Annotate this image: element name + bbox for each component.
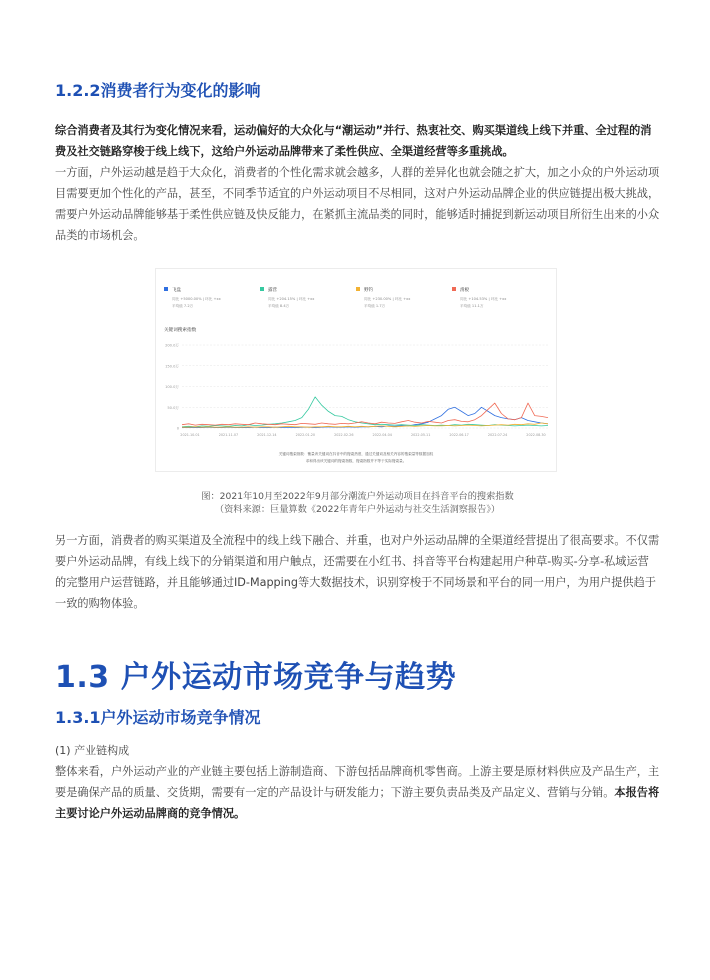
legend-swatch bbox=[452, 287, 456, 291]
search-index-chart-svg bbox=[156, 269, 556, 471]
x-tick-label: 2022.04.04 bbox=[372, 433, 392, 437]
legend-average: 平均值 1.7万 bbox=[364, 304, 386, 308]
legend-swatch bbox=[260, 287, 264, 291]
section-title-1-3-1: 1.3.1户外运动市场竞争情况 bbox=[55, 708, 261, 727]
y-tick-label: 0 bbox=[176, 426, 179, 431]
legend-label: 滑板 bbox=[460, 288, 469, 293]
legend-label: 露营 bbox=[268, 288, 277, 293]
figure-caption: 图：2021年10月至2022年9月部分潮流户外运动项目在抖音平台的搜索指数 bbox=[201, 491, 514, 502]
chart-panel-title: 关键词搜索指数 bbox=[164, 328, 197, 333]
paragraph-normal-text: 整体来看，户外运动产业的产业链主要包括上游制造商、下游包括品牌商机零售商。上游主要是原材料供应及产品生产，主要是确保产品的质量、交货期，需要有一定的产品设计与研发能力；下游主要负责品类及产品定义、营销与分销。 bbox=[55, 765, 660, 799]
legend-swatch bbox=[356, 287, 360, 291]
y-tick-label: 100.0万 bbox=[165, 385, 179, 389]
list-item-label: (1) 产业链构成 bbox=[55, 744, 130, 757]
figure-source: （资料来源：巨量算数《2022年青年户外运动与社交生活洞察报告》） bbox=[214, 504, 501, 515]
legend-label: 飞盘 bbox=[172, 288, 181, 293]
x-tick-label: 2021.11.07 bbox=[218, 433, 239, 437]
section-title-1-3: 1.3 户外运动市场竞争与趋势 bbox=[55, 660, 457, 695]
paragraph-consumer-behavior bbox=[55, 120, 660, 246]
paragraph-industry-chain bbox=[55, 761, 660, 824]
x-tick-label: 2022.05.11 bbox=[410, 433, 431, 437]
chart-footnote: 求和得出该关键词的搜索指数，搜索指数并不等于实际搜索量。 bbox=[305, 459, 407, 463]
search-index-chart bbox=[155, 268, 557, 472]
y-tick-label: 50.0万 bbox=[167, 405, 179, 410]
y-tick-label: 200.0万 bbox=[165, 343, 179, 348]
legend-average: 平均值 7.2万 bbox=[172, 304, 194, 308]
legend-average: 平均值 8.4万 bbox=[268, 304, 290, 308]
x-tick-label: 2022.02.26 bbox=[334, 433, 354, 437]
paragraph-bold-conclusion: 本报告将主要讨论户外运动品牌商的竞争情况。 bbox=[55, 786, 660, 820]
paragraph-omnichannel: 另一方面，消费者的购买渠道及全流程中的线上线下融合、并重，也对户外运动品牌的全渠道经营提出了很高要求。不仅需要户外运动品牌，有线上线下的分销渠道和用户触点，还需要在小红书、抖音等平台构建起用户种草-购买-分享-私域运营的完整用户运营链路，并且能够通过ID-Mapping等大数据技术，识别穿梭于不同场景和平台的同一用户，为用户提供趋于一致的购物体验。 bbox=[55, 534, 660, 610]
x-tick-label: 2022.01.20 bbox=[295, 433, 316, 437]
x-tick-label: 2022.08.30 bbox=[526, 433, 546, 437]
legend-stat: 同比 +104.53% | 环比 +xx bbox=[460, 297, 507, 301]
paragraph-normal-text: 一方面，户外运动越是趋于大众化，消费者的个性化需求就会越多，人群的差异化也就会随之扩大，加之小众的户外运动项目需要更加个性化的产品，甚至，不同季节适宜的户外运动项目不尽相同，这对户外运动品牌企业的供应链提出极大挑战，需要户外运动品牌能够基于柔性供应链及快反能力，在紧抓主流品类的同时，能够适时捕捉到新运动项目所衍生出来的小众品类的市场机会。 bbox=[55, 166, 660, 242]
legend-average: 平均值 11.1万 bbox=[460, 304, 484, 308]
legend-stat: 同比 +204.15% | 环比 +xx bbox=[268, 297, 315, 301]
y-tick-label: 150.0万 bbox=[165, 364, 179, 369]
legend-label: 野钓 bbox=[364, 288, 373, 293]
paragraph-bold-summary: 综合消费者及其行为变化情况来看，运动偏好的大众化与“潮运动”并行、热衷社交、购买渠道线上线下并重、全过程的消费及社交链路穿梭于线上线下，这给户外运动品牌带来了柔性供应、全渠道经营等多重挑战。 bbox=[55, 124, 652, 158]
x-tick-label: 2022.06.17 bbox=[449, 433, 469, 437]
section-title-1-2-2: 1.2.2消费者行为变化的影响 bbox=[55, 81, 261, 100]
legend-swatch bbox=[164, 287, 168, 291]
x-tick-label: 2021.12.14 bbox=[257, 433, 277, 437]
legend-stat: 同比 +230.00% | 环比 +xx bbox=[364, 297, 411, 301]
x-tick-label: 2021.10.01 bbox=[180, 433, 200, 437]
x-tick-label: 2022.07.24 bbox=[487, 433, 508, 437]
chart-footnote: 关键词搜索指数：衡量该关键词在抖音中的搜索热度，通过关键词及相关内容的搜索量等数据加权 bbox=[278, 452, 434, 456]
legend-stat: 同比 +5000.00% | 环比 +xx bbox=[172, 297, 221, 301]
